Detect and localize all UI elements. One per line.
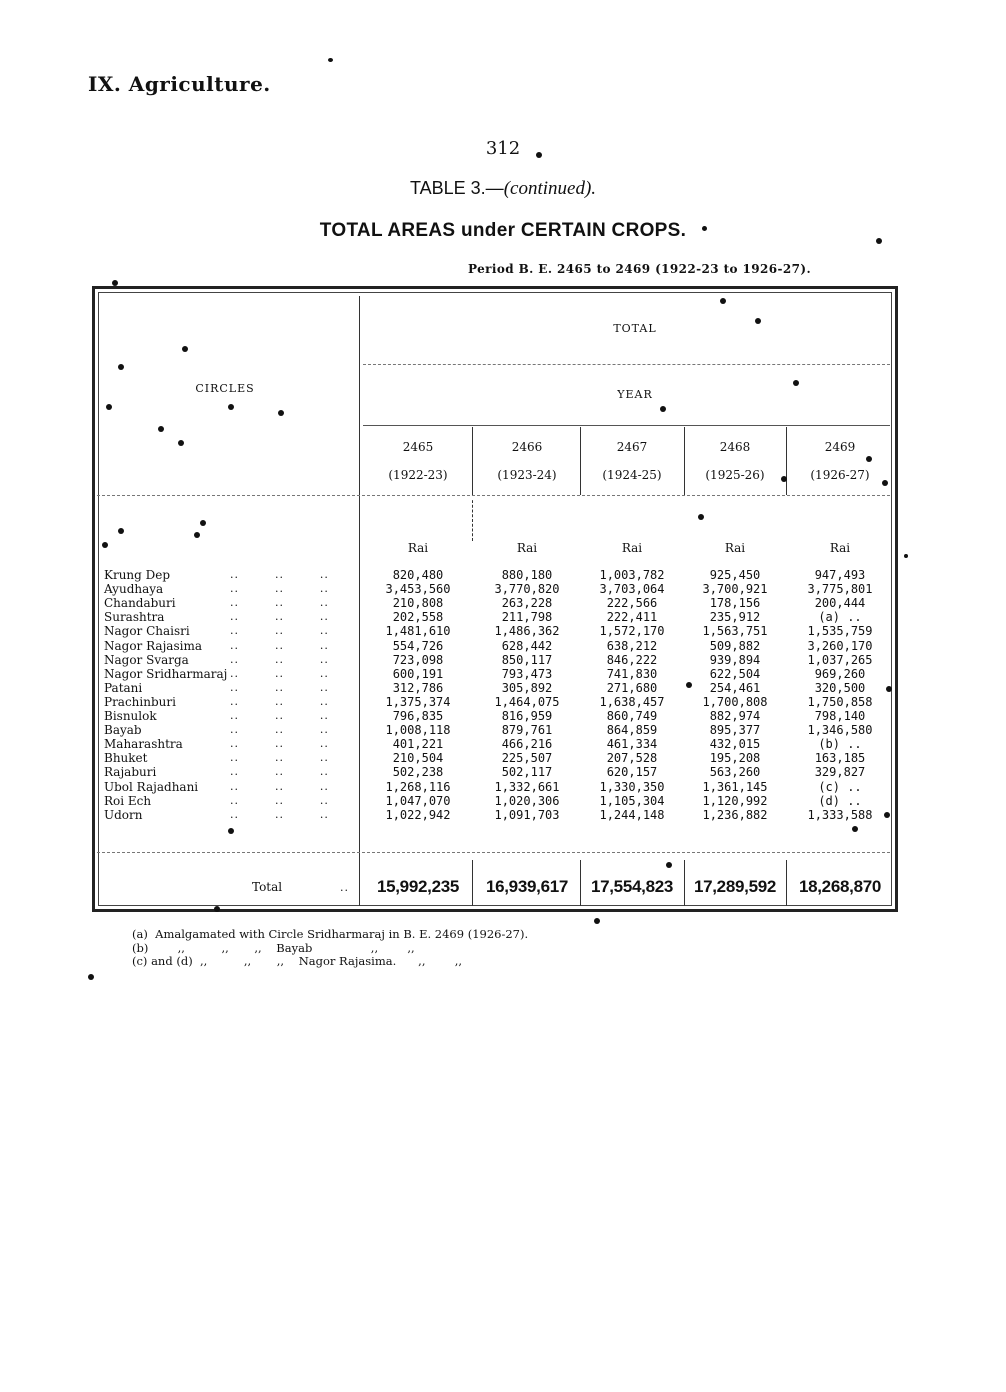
table-cell: 879,761 <box>501 723 553 738</box>
row-leader-dots: .. .. .. <box>230 765 329 779</box>
table-subtitle: TOTAL AREAS under CERTAIN CROPS. <box>319 220 687 241</box>
table-cell: (c) .. <box>818 779 862 794</box>
table-cell: 3,703,064 <box>599 582 665 597</box>
table-label: TABLE 3.— <box>409 178 504 198</box>
table-cell: 222,566 <box>606 596 658 611</box>
table-cell: 312,786 <box>392 680 444 695</box>
row-leader-dots: .. .. .. <box>230 596 329 610</box>
row-leader-dots: .. .. .. <box>230 568 329 581</box>
circles-header: CIRCLES <box>195 382 255 395</box>
table-cell: 1,268,116 <box>385 779 451 794</box>
table-cell: 502,238 <box>392 765 444 780</box>
table-cell: 1,563,751 <box>702 624 768 639</box>
table-cell: 1,375,374 <box>385 694 451 709</box>
table-cell: 210,808 <box>392 596 444 611</box>
table-cell: 1,464,075 <box>494 694 560 709</box>
table-cell: 846,222 <box>606 652 658 667</box>
table-cell: 320,500 <box>814 680 866 695</box>
table-cell: 254,461 <box>709 680 761 695</box>
row-leader-dots: .. .. .. <box>230 666 329 680</box>
table-cell: 263,228 <box>501 596 553 611</box>
table-cell: 864,859 <box>606 723 658 738</box>
row-leader-dots: .. .. .. <box>230 723 329 737</box>
row-circle-name: Patani <box>104 680 143 695</box>
table-cell: 798,140 <box>814 709 866 723</box>
table-cell: 1,332,661 <box>494 779 560 794</box>
table-cell: 3,453,560 <box>385 582 451 597</box>
table-cell: 1,047,070 <box>385 793 451 808</box>
table-cell: 305,892 <box>501 680 553 695</box>
table-cell: 210,504 <box>392 751 444 766</box>
table-cell: 466,216 <box>501 737 553 752</box>
table-cell: 3,700,921 <box>702 582 768 597</box>
table-cell: 793,473 <box>501 666 553 681</box>
row-circle-name: Ayudhaya <box>104 582 164 597</box>
footnote-b: (b) ,, ,, ,, Bayab ,, ,, <box>132 940 415 955</box>
table-cell: 1,120,992 <box>702 793 768 808</box>
period-caption: Period B. E. 2465 to 2469 (1922-23 to 1926-27). <box>468 262 812 276</box>
table-cell: 816,959 <box>501 709 553 723</box>
row-circle-name: Nagor Svarga <box>104 652 189 667</box>
row-circle-name: Ubol Rajadhani <box>104 779 199 794</box>
year-ce: (1925-26) <box>705 468 765 482</box>
table-cell: 1,105,304 <box>599 793 665 808</box>
table-title <box>0 178 1006 200</box>
table-cell: 1,346,580 <box>807 723 873 738</box>
year-be: 2468 <box>719 440 751 454</box>
table-cell: 620,157 <box>606 765 658 780</box>
table-cell: 850,117 <box>501 652 553 667</box>
year-ce: (1924-25) <box>602 468 662 482</box>
table-cell: 939,894 <box>709 652 761 667</box>
total-value: 15,992,235 <box>376 877 460 896</box>
table-cell: 1,572,170 <box>599 624 665 639</box>
table-cell: 600,191 <box>392 666 444 681</box>
unit-label: Rai <box>724 541 746 555</box>
row-leader-dots: .. .. .. <box>230 638 329 652</box>
table-cell: 200,444 <box>814 596 866 611</box>
row-circle-name: Bisnulok <box>104 709 157 723</box>
row-circle-name: Udorn <box>104 807 143 822</box>
row-leader-dots: .. .. .. <box>230 652 329 666</box>
table-continued: (continued). <box>503 178 597 199</box>
total-label: Total <box>252 880 283 894</box>
table-cell: 638,212 <box>606 638 658 653</box>
total-header: TOTAL <box>613 322 657 335</box>
footnote-cd: (c) and (d) ,, ,, ,, Nagor Rajasima. ,, ,, <box>132 954 463 968</box>
table-cell: 925,450 <box>709 568 761 582</box>
total-value: 16,939,617 <box>485 877 569 896</box>
table-cell: 211,798 <box>501 610 553 625</box>
table-cell: 202,558 <box>392 610 444 625</box>
table-cell: 1,244,148 <box>599 807 665 822</box>
table-cell: 1,037,265 <box>807 652 873 667</box>
table-cell: 3,260,170 <box>807 638 873 653</box>
row-leader-dots: .. .. .. <box>230 694 329 708</box>
table-cell: 880,180 <box>501 568 553 582</box>
table-cell: 3,775,801 <box>807 582 873 597</box>
footnote-a: (a) Amalgamated with Circle Sridharmaraj in B. E. 2469 (1926-27). <box>132 927 529 941</box>
table-cell: 1,091,703 <box>494 807 560 822</box>
table-cell: 628,442 <box>501 638 553 653</box>
year-be: 2465 <box>402 440 434 454</box>
year-ce: (1922-23) <box>388 468 448 482</box>
unit-label: Rai <box>516 541 538 555</box>
footnotes <box>132 928 528 969</box>
table-cell: 1,333,588 <box>807 807 873 822</box>
table-cell: 723,098 <box>392 652 444 667</box>
unit-label: Rai <box>829 541 851 555</box>
year-ce: (1926-27) <box>810 468 870 482</box>
year-ce: (1923-24) <box>497 468 557 482</box>
page-number: 312 <box>485 138 521 159</box>
table-cell: 1,008,118 <box>385 723 451 738</box>
table-cell: 178,156 <box>709 596 761 611</box>
table-cell: 563,260 <box>709 765 761 780</box>
row-leader-dots: .. .. .. <box>230 793 329 807</box>
table-cell: 195,208 <box>709 751 761 766</box>
section-heading: IX. Agriculture. <box>88 72 271 96</box>
row-leader-dots: .. .. .. <box>230 709 329 722</box>
table-cell: 882,974 <box>709 709 761 723</box>
row-leader-dots: .. .. .. <box>230 751 329 765</box>
table-cell: 3,770,820 <box>494 582 560 597</box>
table-cell: 1,020,306 <box>494 793 560 808</box>
unit-label: Rai <box>407 541 429 555</box>
table-cell: 207,528 <box>606 751 658 766</box>
total-value: 17,554,823 <box>590 877 674 896</box>
table-cell: 1,750,858 <box>807 694 873 709</box>
year-be: 2467 <box>616 440 648 454</box>
table-cell: 1,022,942 <box>385 807 451 822</box>
row-circle-name: Rajaburi <box>104 765 157 780</box>
table-cell: 1,236,882 <box>702 807 768 822</box>
row-circle-name: Chandaburi <box>104 596 176 611</box>
unit-label: Rai <box>621 541 643 555</box>
table-cell: (a) .. <box>818 610 862 625</box>
table-cell: 1,535,759 <box>807 624 873 639</box>
row-circle-name: Krung Dep <box>104 568 171 582</box>
row-circle-name: Prachinburi <box>104 694 176 709</box>
table-cell: 271,680 <box>606 680 658 695</box>
table-cell: 895,377 <box>709 723 761 738</box>
row-leader-dots: .. .. .. <box>230 582 329 596</box>
table-cell: 741,830 <box>606 666 658 681</box>
table-cell: 461,334 <box>606 737 658 752</box>
row-leader-dots: .. .. .. <box>230 610 329 624</box>
year-be: 2469 <box>824 440 856 454</box>
row-circle-name: Nagor Sridharmaraj <box>104 666 228 681</box>
table-cell: 502,117 <box>501 765 553 780</box>
total-value: 17,289,592 <box>693 877 777 896</box>
table-cell: 622,504 <box>709 666 761 681</box>
total-value: 18,268,870 <box>798 877 882 896</box>
year-be: 2466 <box>511 440 543 454</box>
row-leader-dots: .. .. .. <box>230 624 329 638</box>
table-cell: 796,835 <box>392 709 444 723</box>
table-cell: (b) .. <box>818 737 862 752</box>
row-circle-name: Bayab <box>104 723 142 738</box>
table-cell: 163,185 <box>814 751 866 766</box>
row-circle-name: Bhuket <box>104 751 148 766</box>
table-cell: 432,015 <box>709 737 761 752</box>
table-cell: 969,260 <box>814 666 866 681</box>
table-cell: 509,882 <box>709 638 761 653</box>
table-cell: 1,481,610 <box>385 624 451 639</box>
table-cell: 1,700,808 <box>702 694 768 709</box>
table-cell: 401,221 <box>392 737 444 752</box>
table-cell: 1,486,362 <box>494 624 560 639</box>
table-cell: 1,361,145 <box>702 779 768 794</box>
row-leader-dots: .. .. .. <box>230 779 329 793</box>
row-circle-name: Roi Ech <box>104 793 152 808</box>
table-cell: 235,912 <box>709 610 761 625</box>
year-header: YEAR <box>617 388 653 401</box>
table-cell: 225,507 <box>501 751 553 766</box>
table-cell: 329,827 <box>814 765 866 780</box>
table-cell: 1,638,457 <box>599 694 665 709</box>
table-cell: 1,003,782 <box>599 568 665 582</box>
table-cell: 820,480 <box>392 568 444 582</box>
table-cell: 222,411 <box>606 610 658 625</box>
row-circle-name: Nagor Chaisri <box>104 624 190 639</box>
row-leader-dots: .. .. .. <box>230 680 329 694</box>
row-circle-name: Nagor Rajasima <box>104 638 202 653</box>
row-circle-name: Maharashtra <box>104 737 183 752</box>
table-cell: (d) .. <box>818 793 862 808</box>
table-cell: 947,493 <box>814 568 866 582</box>
row-leader-dots: .. .. .. <box>230 737 329 751</box>
row-circle-name: Surashtra <box>104 610 165 625</box>
table-cell: 860,749 <box>606 709 658 723</box>
table-cell: 1,330,350 <box>599 779 665 794</box>
row-leader-dots: .. .. .. <box>230 807 329 821</box>
table-cell: 554,726 <box>392 638 444 653</box>
